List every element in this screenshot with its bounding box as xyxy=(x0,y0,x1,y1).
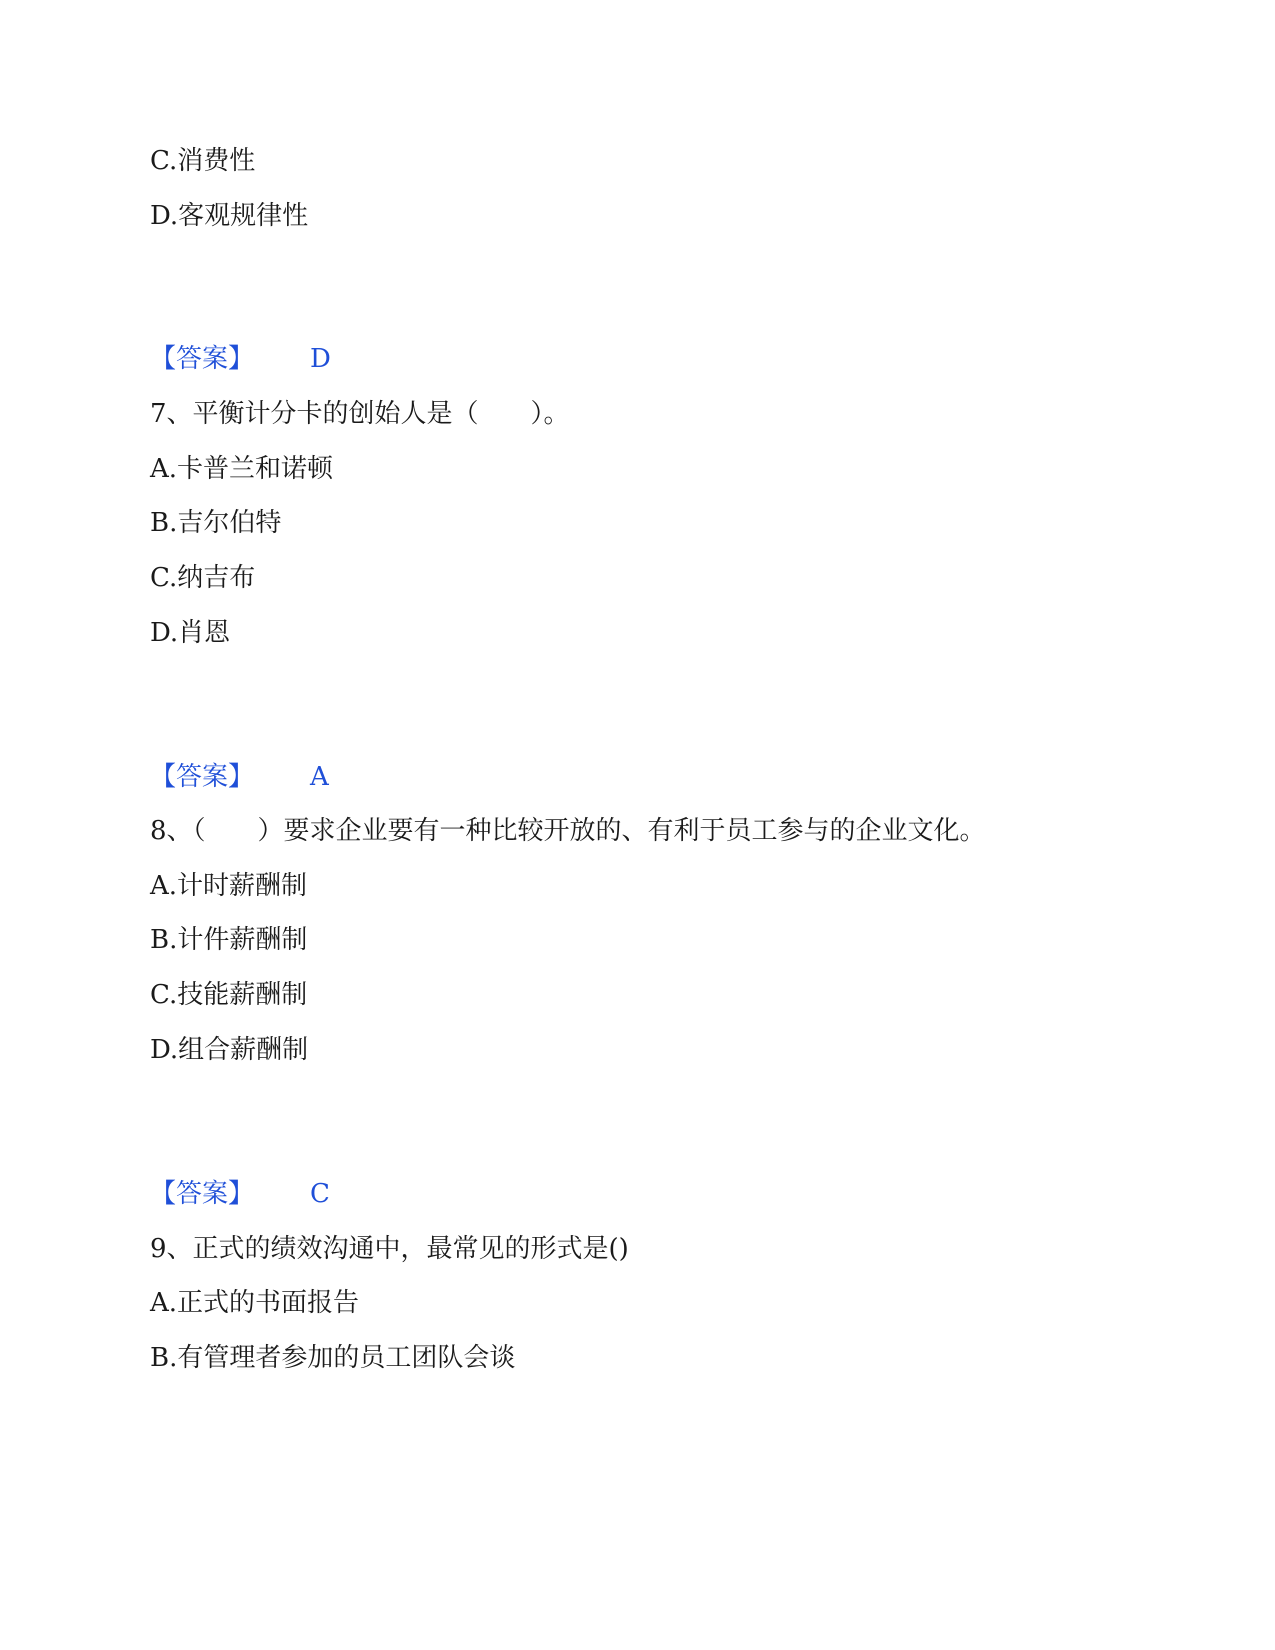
q7-option-a: A.卡普兰和诺顿 xyxy=(150,454,334,484)
q6-answer xyxy=(150,342,331,376)
q8-answer xyxy=(150,1177,330,1211)
answer-label: 【答案】 xyxy=(150,344,255,374)
answer-value: A xyxy=(310,762,329,792)
answer-value: C xyxy=(310,1179,330,1209)
answer-label: 【答案】 xyxy=(150,1179,255,1209)
answer-label: 【答案】 xyxy=(150,762,255,792)
q7-option-c: C.纳吉布 xyxy=(150,563,256,593)
q7-answer xyxy=(150,760,329,794)
q8-question: 8、（ ）要求企业要有一种比较开放的、有利于员工参与的企业文化。 xyxy=(150,816,986,846)
q8-option-d: D.组合薪酬制 xyxy=(150,1035,309,1065)
q6-option-d: D.客观规律性 xyxy=(150,201,309,231)
q7-question: 7、平衡计分卡的创始人是（ ）。 xyxy=(150,399,570,429)
q8-option-c: C.技能薪酬制 xyxy=(150,980,308,1010)
q8-option-b: B.计件薪酬制 xyxy=(150,925,308,955)
answer-value: D xyxy=(310,344,331,374)
q6-option-c: C.消费性 xyxy=(150,146,256,176)
q8-option-a: A.计时薪酬制 xyxy=(150,871,308,901)
q9-option-a: A.正式的书面报告 xyxy=(150,1288,360,1318)
q7-option-d: D.肖恩 xyxy=(150,618,231,648)
q9-option-b: B.有管理者参加的员工团队会谈 xyxy=(150,1343,516,1373)
q7-option-b: B.吉尔伯特 xyxy=(150,508,282,538)
q9-question: 9、正式的绩效沟通中，最常见的形式是() xyxy=(150,1234,629,1264)
